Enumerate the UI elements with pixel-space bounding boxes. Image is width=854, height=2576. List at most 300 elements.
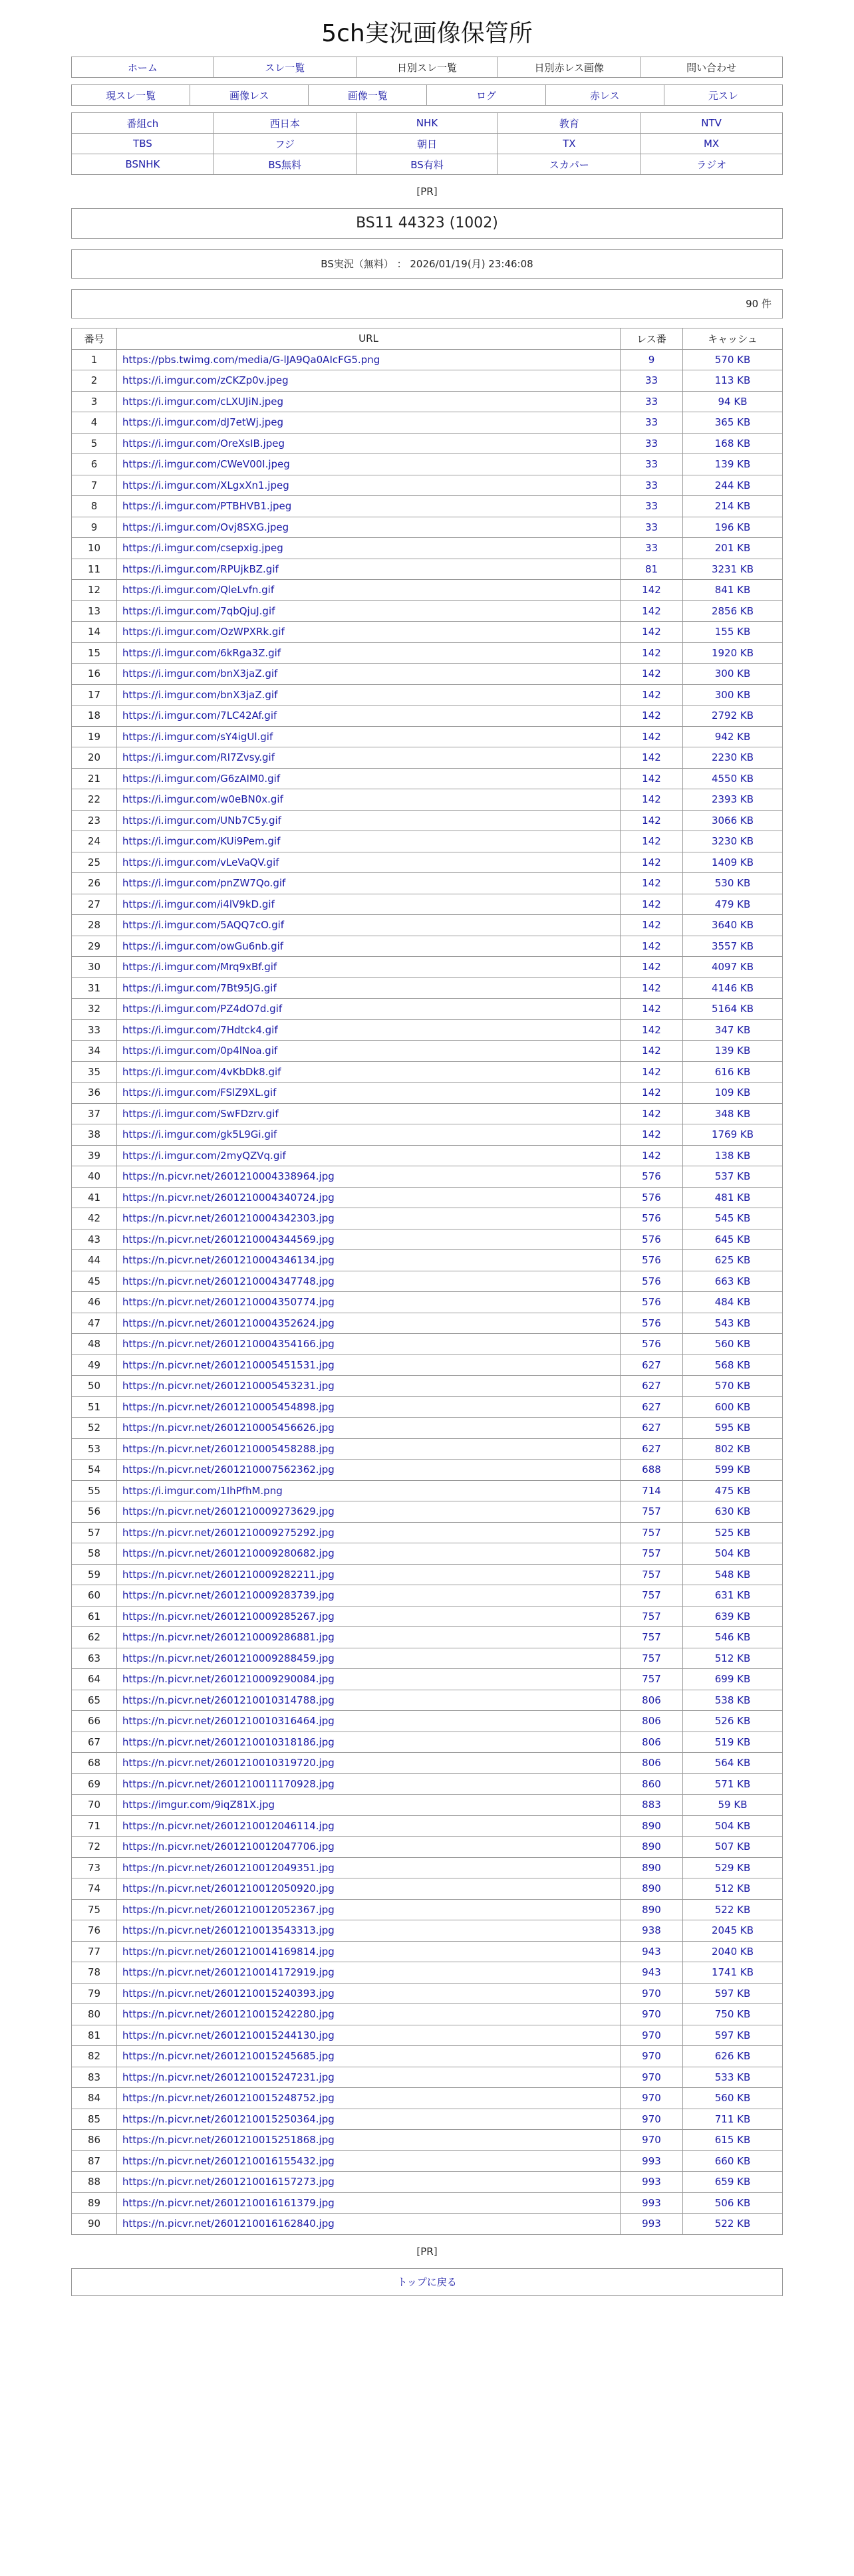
res-number-link[interactable]: 970	[621, 2130, 683, 2151]
image-url-link[interactable]: https://n.picvr.net/2601210004344569.jpg	[122, 1233, 335, 1245]
res-number-link[interactable]: 757	[621, 1501, 683, 1523]
channel-cell[interactable]	[214, 154, 356, 175]
cache-size-link[interactable]: 507 KB	[683, 1837, 783, 1858]
nav-red-res-link[interactable]: 赤レス	[589, 89, 620, 102]
image-url-link[interactable]: https://i.imgur.com/SwFDzrv.gif	[122, 1107, 279, 1120]
res-number-link[interactable]: 627	[621, 1354, 683, 1376]
res-number-link[interactable]: 806	[621, 1711, 683, 1732]
res-number-link[interactable]: 860	[621, 1773, 683, 1795]
channel-cell[interactable]	[498, 154, 640, 175]
res-number-link[interactable]: 142	[621, 706, 683, 727]
cache-size-link[interactable]: 564 KB	[683, 1753, 783, 1774]
image-url-link[interactable]: https://n.picvr.net/2601210009286881.jpg	[122, 1631, 335, 1644]
cache-size-link[interactable]: 139 KB	[683, 454, 783, 475]
image-url-link[interactable]: https://i.imgur.com/cLXUJiN.jpeg	[122, 395, 284, 408]
image-url-link[interactable]: https://n.picvr.net/2601210015247231.jpg	[122, 2071, 335, 2083]
res-number-link[interactable]: 883	[621, 1795, 683, 1816]
image-url-link[interactable]: https://i.imgur.com/XLgxXn1.jpeg	[122, 479, 289, 491]
cache-size-link[interactable]: 168 KB	[683, 433, 783, 454]
cache-size-link[interactable]: 479 KB	[683, 894, 783, 915]
cache-size-link[interactable]: 942 KB	[683, 726, 783, 747]
image-url-link[interactable]: https://n.picvr.net/2601210004342303.jpg	[122, 1212, 335, 1225]
cache-size-link[interactable]: 139 KB	[683, 1041, 783, 1062]
channel-link[interactable]: BS有料	[410, 158, 444, 171]
res-number-link[interactable]: 33	[621, 370, 683, 392]
cache-size-link[interactable]: 519 KB	[683, 1732, 783, 1753]
cache-size-link[interactable]: 4146 KB	[683, 977, 783, 999]
cache-size-link[interactable]: 109 KB	[683, 1083, 783, 1104]
nav-log[interactable]	[427, 85, 545, 106]
image-url-link[interactable]: https://n.picvr.net/2601210013543313.jpg	[122, 1924, 335, 1937]
image-url-link[interactable]: https://n.picvr.net/2601210010316464.jpg	[122, 1715, 335, 1728]
nav-image-res[interactable]	[190, 85, 309, 106]
nav-original-thread[interactable]	[664, 85, 782, 106]
res-number-link[interactable]: 142	[621, 810, 683, 831]
res-number-link[interactable]: 688	[621, 1460, 683, 1481]
image-url-link[interactable]: https://n.picvr.net/2601210009288459.jpg	[122, 1652, 335, 1664]
cache-size-link[interactable]: 2230 KB	[683, 747, 783, 769]
res-number-link[interactable]: 757	[621, 1648, 683, 1669]
cache-size-link[interactable]: 347 KB	[683, 1019, 783, 1041]
res-number-link[interactable]: 142	[621, 894, 683, 915]
res-number-link[interactable]: 970	[621, 2088, 683, 2109]
cache-size-link[interactable]: 475 KB	[683, 1480, 783, 1501]
cache-size-link[interactable]: 660 KB	[683, 2150, 783, 2172]
cache-size-link[interactable]: 504 KB	[683, 1543, 783, 1565]
cache-size-link[interactable]: 1920 KB	[683, 642, 783, 664]
cache-size-link[interactable]: 2393 KB	[683, 789, 783, 811]
cache-size-link[interactable]: 365 KB	[683, 412, 783, 434]
image-url-link[interactable]: https://n.picvr.net/2601210009290084.jpg	[122, 1673, 335, 1686]
cache-size-link[interactable]: 196 KB	[683, 517, 783, 538]
image-url-link[interactable]: https://n.picvr.net/2601210007562362.jpg	[122, 1464, 335, 1476]
res-number-link[interactable]: 142	[621, 936, 683, 957]
res-number-link[interactable]: 33	[621, 454, 683, 475]
cache-size-link[interactable]: 484 KB	[683, 1292, 783, 1313]
res-number-link[interactable]: 890	[621, 1815, 683, 1837]
image-url-link[interactable]: https://n.picvr.net/2601210015251868.jpg	[122, 2134, 335, 2146]
cache-size-link[interactable]: 595 KB	[683, 1418, 783, 1439]
res-number-link[interactable]: 142	[621, 977, 683, 999]
cache-size-link[interactable]: 538 KB	[683, 1690, 783, 1711]
res-number-link[interactable]: 142	[621, 642, 683, 664]
image-url-link[interactable]: https://i.imgur.com/7LC42Af.gif	[122, 709, 277, 722]
res-number-link[interactable]: 890	[621, 1837, 683, 1858]
image-url-link[interactable]: https://i.imgur.com/PTBHVB1.jpeg	[122, 500, 292, 513]
res-number-link[interactable]: 993	[621, 2192, 683, 2214]
cache-size-link[interactable]: 616 KB	[683, 1061, 783, 1083]
image-url-link[interactable]: https://n.picvr.net/2601210009280682.jpg	[122, 1547, 335, 1560]
channel-link[interactable]: NTV	[701, 117, 722, 129]
cache-size-link[interactable]: 300 KB	[683, 684, 783, 706]
channel-link[interactable]: TBS	[133, 138, 152, 150]
cache-size-link[interactable]: 625 KB	[683, 1250, 783, 1271]
image-url-link[interactable]: https://n.picvr.net/2601210009283739.jpg	[122, 1589, 335, 1602]
res-number-link[interactable]: 890	[621, 1899, 683, 1920]
image-url-link[interactable]: https://n.picvr.net/2601210004347748.jpg	[122, 1275, 335, 1287]
channel-cell[interactable]	[640, 154, 783, 175]
cache-size-link[interactable]: 615 KB	[683, 2130, 783, 2151]
image-url-link[interactable]: https://i.imgur.com/OreXsIB.jpeg	[122, 437, 285, 450]
image-url-link[interactable]: https://i.imgur.com/w0eBN0x.gif	[122, 793, 283, 806]
image-url-link[interactable]: https://n.picvr.net/2601210015244130.jpg	[122, 2029, 335, 2041]
image-url-link[interactable]: https://i.imgur.com/bnX3jaZ.gif	[122, 668, 278, 680]
cache-size-link[interactable]: 2040 KB	[683, 1941, 783, 1962]
image-url-link[interactable]: https://i.imgur.com/6kRga3Z.gif	[122, 646, 281, 659]
image-url-link[interactable]: https://n.picvr.net/2601210010318186.jpg	[122, 1736, 335, 1748]
cache-size-link[interactable]: 4097 KB	[683, 957, 783, 978]
res-number-link[interactable]: 993	[621, 2150, 683, 2172]
res-number-link[interactable]: 142	[621, 1061, 683, 1083]
channel-cell[interactable]	[214, 113, 356, 134]
cache-size-link[interactable]: 113 KB	[683, 370, 783, 392]
image-url-link[interactable]: https://i.imgur.com/UNb7C5y.gif	[122, 814, 281, 827]
image-url-link[interactable]: https://i.imgur.com/CWeV00I.jpeg	[122, 458, 290, 471]
image-url-link[interactable]: https://n.picvr.net/2601210012047706.jpg	[122, 1841, 335, 1853]
cache-size-link[interactable]: 546 KB	[683, 1627, 783, 1648]
res-number-link[interactable]: 142	[621, 831, 683, 852]
res-number-link[interactable]: 33	[621, 496, 683, 517]
channel-link[interactable]: 朝日	[416, 138, 437, 150]
cache-size-link[interactable]: 570 KB	[683, 1376, 783, 1397]
channel-link[interactable]: BSNHK	[125, 158, 160, 170]
image-url-link[interactable]: https://n.picvr.net/2601210004340724.jpg	[122, 1191, 335, 1204]
image-url-link[interactable]: https://i.imgur.com/gk5L9Gi.gif	[122, 1128, 277, 1141]
res-number-link[interactable]: 714	[621, 1480, 683, 1501]
channel-cell[interactable]	[356, 113, 498, 134]
image-url-link[interactable]: https://n.picvr.net/2601210016162840.jpg	[122, 2218, 335, 2230]
cache-size-link[interactable]: 599 KB	[683, 1460, 783, 1481]
res-number-link[interactable]: 9	[621, 349, 683, 370]
nav-current-threads[interactable]	[72, 85, 190, 106]
res-number-link[interactable]: 757	[621, 1669, 683, 1690]
nav-home[interactable]	[72, 57, 214, 78]
cache-size-link[interactable]: 481 KB	[683, 1187, 783, 1208]
image-url-link[interactable]: https://n.picvr.net/2601210014169814.jpg	[122, 1945, 335, 1958]
cache-size-link[interactable]: 94 KB	[683, 391, 783, 412]
nav-home-link[interactable]: ホーム	[127, 61, 158, 74]
channel-cell[interactable]	[356, 134, 498, 154]
image-url-link[interactable]: https://i.imgur.com/4vKbDk8.gif	[122, 1065, 281, 1078]
res-number-link[interactable]: 33	[621, 433, 683, 454]
res-number-link[interactable]: 142	[621, 999, 683, 1020]
channel-cell[interactable]	[72, 113, 214, 134]
cache-size-link[interactable]: 138 KB	[683, 1145, 783, 1166]
res-number-link[interactable]: 576	[621, 1187, 683, 1208]
res-number-link[interactable]: 142	[621, 768, 683, 789]
back-to-top-link[interactable]: トップに戻る	[71, 2268, 783, 2296]
image-url-link[interactable]: https://i.imgur.com/PZ4dO7d.gif	[122, 1003, 283, 1015]
image-url-link[interactable]: https://n.picvr.net/2601210016161379.jpg	[122, 2196, 335, 2209]
image-url-link[interactable]: https://n.picvr.net/2601210016155432.jpg	[122, 2154, 335, 2167]
res-number-link[interactable]: 757	[621, 1522, 683, 1543]
res-number-link[interactable]: 943	[621, 1941, 683, 1962]
res-number-link[interactable]: 890	[621, 1878, 683, 1900]
res-number-link[interactable]: 806	[621, 1690, 683, 1711]
cache-size-link[interactable]: 545 KB	[683, 1208, 783, 1229]
image-url-link[interactable]: https://n.picvr.net/2601210004350774.jpg	[122, 1296, 335, 1309]
cache-size-link[interactable]: 530 KB	[683, 873, 783, 894]
cache-size-link[interactable]: 631 KB	[683, 1585, 783, 1607]
cache-size-link[interactable]: 560 KB	[683, 2088, 783, 2109]
res-number-link[interactable]: 142	[621, 1019, 683, 1041]
cache-size-link[interactable]: 526 KB	[683, 1711, 783, 1732]
res-number-link[interactable]: 970	[621, 2046, 683, 2067]
res-number-link[interactable]: 142	[621, 622, 683, 643]
res-number-link[interactable]: 576	[621, 1313, 683, 1334]
nav-original-thread-link[interactable]: 元スレ	[708, 89, 738, 102]
res-number-link[interactable]: 33	[621, 475, 683, 496]
res-number-link[interactable]: 970	[621, 2067, 683, 2088]
image-url-link[interactable]: https://n.picvr.net/2601210004352624.jpg	[122, 1317, 335, 1329]
cache-size-link[interactable]: 663 KB	[683, 1271, 783, 1292]
image-url-link[interactable]: https://n.picvr.net/2601210012046114.jpg	[122, 1819, 335, 1832]
image-url-link[interactable]: https://i.imgur.com/bnX3jaZ.gif	[122, 688, 278, 701]
res-number-link[interactable]: 33	[621, 412, 683, 434]
cache-size-link[interactable]: 533 KB	[683, 2067, 783, 2088]
res-number-link[interactable]: 142	[621, 852, 683, 873]
cache-size-link[interactable]: 600 KB	[683, 1396, 783, 1418]
res-number-link[interactable]: 576	[621, 1166, 683, 1188]
res-number-link[interactable]: 757	[621, 1564, 683, 1585]
cache-size-link[interactable]: 1409 KB	[683, 852, 783, 873]
cache-size-link[interactable]: 571 KB	[683, 1773, 783, 1795]
image-url-link[interactable]: https://i.imgur.com/RPUjkBZ.gif	[122, 563, 279, 575]
res-number-link[interactable]: 142	[621, 726, 683, 747]
cache-size-link[interactable]: 522 KB	[683, 2214, 783, 2235]
cache-size-link[interactable]: 4550 KB	[683, 768, 783, 789]
image-url-link[interactable]: https://n.picvr.net/2601210005456626.jpg	[122, 1422, 335, 1434]
cache-size-link[interactable]: 2856 KB	[683, 600, 783, 622]
image-url-link[interactable]: https://i.imgur.com/Mrq9xBf.gif	[122, 961, 277, 973]
res-number-link[interactable]: 142	[621, 1083, 683, 1104]
image-url-link[interactable]: https://i.imgur.com/7Hdtck4.gif	[122, 1023, 278, 1036]
cache-size-link[interactable]: 522 KB	[683, 1899, 783, 1920]
image-url-link[interactable]: https://i.imgur.com/5AQQ7cO.gif	[122, 919, 285, 932]
cache-size-link[interactable]: 3231 KB	[683, 559, 783, 580]
cache-size-link[interactable]: 750 KB	[683, 2004, 783, 2025]
cache-size-link[interactable]: 537 KB	[683, 1166, 783, 1188]
res-number-link[interactable]: 627	[621, 1438, 683, 1460]
nav-red-res[interactable]	[545, 85, 664, 106]
cache-size-link[interactable]: 548 KB	[683, 1564, 783, 1585]
image-url-link[interactable]: https://n.picvr.net/2601210005454898.jpg	[122, 1400, 335, 1413]
res-number-link[interactable]: 142	[621, 1124, 683, 1146]
channel-link[interactable]: BS無料	[268, 158, 301, 171]
res-number-link[interactable]: 576	[621, 1292, 683, 1313]
cache-size-link[interactable]: 560 KB	[683, 1334, 783, 1355]
res-number-link[interactable]: 576	[621, 1229, 683, 1250]
res-number-link[interactable]: 890	[621, 1857, 683, 1878]
image-url-link[interactable]: https://n.picvr.net/2601210005451531.jpg	[122, 1358, 335, 1371]
channel-link[interactable]: スカパー	[549, 158, 589, 171]
res-number-link[interactable]: 757	[621, 1606, 683, 1627]
cache-size-link[interactable]: 504 KB	[683, 1815, 783, 1837]
image-url-link[interactable]: https://i.imgur.com/dJ7etWj.jpeg	[122, 416, 283, 429]
cache-size-link[interactable]: 2045 KB	[683, 1920, 783, 1942]
channel-cell[interactable]	[498, 134, 640, 154]
channel-link[interactable]: ラジオ	[696, 158, 727, 171]
res-number-link[interactable]: 33	[621, 538, 683, 559]
image-url-link[interactable]: https://n.picvr.net/2601210015250364.jpg	[122, 2113, 335, 2125]
res-number-link[interactable]: 142	[621, 789, 683, 811]
channel-cell[interactable]	[214, 134, 356, 154]
image-url-link[interactable]: https://i.imgur.com/QleLvfn.gif	[122, 584, 275, 596]
image-url-link[interactable]: https://n.picvr.net/2601210012049351.jpg	[122, 1861, 335, 1874]
cache-size-link[interactable]: 512 KB	[683, 1878, 783, 1900]
cache-size-link[interactable]: 699 KB	[683, 1669, 783, 1690]
cache-size-link[interactable]: 711 KB	[683, 2109, 783, 2130]
channel-link[interactable]: 番組ch	[126, 117, 159, 130]
cache-size-link[interactable]: 639 KB	[683, 1606, 783, 1627]
res-number-link[interactable]: 627	[621, 1396, 683, 1418]
res-number-link[interactable]: 142	[621, 1103, 683, 1124]
res-number-link[interactable]: 33	[621, 391, 683, 412]
cache-size-link[interactable]: 3066 KB	[683, 810, 783, 831]
cache-size-link[interactable]: 3557 KB	[683, 936, 783, 957]
image-url-link[interactable]: https://i.imgur.com/zCKZp0v.jpeg	[122, 374, 289, 387]
channel-link[interactable]: NHK	[416, 117, 438, 129]
cache-size-link[interactable]: 802 KB	[683, 1438, 783, 1460]
cache-size-link[interactable]: 568 KB	[683, 1354, 783, 1376]
image-url-link[interactable]: https://i.imgur.com/1IhPfhM.png	[122, 1484, 283, 1497]
image-url-link[interactable]: https://n.picvr.net/2601210004354166.jpg	[122, 1338, 335, 1351]
res-number-link[interactable]: 970	[621, 2004, 683, 2025]
image-url-link[interactable]: https://i.imgur.com/RI7Zvsy.gif	[122, 751, 275, 764]
image-url-link[interactable]: https://n.picvr.net/2601210010319720.jpg	[122, 1757, 335, 1769]
res-number-link[interactable]: 757	[621, 1585, 683, 1607]
res-number-link[interactable]: 142	[621, 1041, 683, 1062]
cache-size-link[interactable]: 5164 KB	[683, 999, 783, 1020]
cache-size-link[interactable]: 1741 KB	[683, 1962, 783, 1984]
res-number-link[interactable]: 993	[621, 2214, 683, 2235]
image-url-link[interactable]: https://i.imgur.com/FSlZ9XL.gif	[122, 1087, 277, 1099]
image-url-link[interactable]: https://n.picvr.net/2601210004346134.jpg	[122, 1254, 335, 1267]
image-url-link[interactable]: https://n.picvr.net/2601210015242280.jpg	[122, 2008, 335, 2021]
res-number-link[interactable]: 627	[621, 1376, 683, 1397]
image-url-link[interactable]: https://n.picvr.net/2601210015245685.jpg	[122, 2050, 335, 2063]
image-url-link[interactable]: https://i.imgur.com/sY4igUl.gif	[122, 730, 273, 743]
image-url-link[interactable]: https://i.imgur.com/vLeVaQV.gif	[122, 856, 279, 868]
image-url-link[interactable]: https://i.imgur.com/7qbQjuJ.gif	[122, 604, 275, 617]
image-url-link[interactable]: https://i.imgur.com/7Bt95JG.gif	[122, 981, 277, 994]
cache-size-link[interactable]: 630 KB	[683, 1501, 783, 1523]
res-number-link[interactable]: 576	[621, 1208, 683, 1229]
channel-link[interactable]: 西日本	[269, 117, 300, 130]
image-url-link[interactable]: https://n.picvr.net/2601210011170928.jpg	[122, 1777, 335, 1790]
res-number-link[interactable]: 81	[621, 559, 683, 580]
cache-size-link[interactable]: 597 KB	[683, 1983, 783, 2004]
channel-link[interactable]: フジ	[275, 138, 295, 150]
cache-size-link[interactable]: 529 KB	[683, 1857, 783, 1878]
nav-log-link[interactable]: ログ	[476, 89, 497, 102]
res-number-link[interactable]: 142	[621, 1145, 683, 1166]
nav-thread-list[interactable]	[214, 57, 356, 78]
channel-cell[interactable]	[356, 154, 498, 175]
nav-thread-list-link[interactable]: スレ一覧	[265, 61, 305, 74]
nav-image-list-link[interactable]: 画像一覧	[347, 89, 388, 102]
image-url-link[interactable]: https://n.picvr.net/2601210012052367.jpg	[122, 1903, 335, 1916]
image-url-link[interactable]: https://n.picvr.net/2601210015240393.jpg	[122, 1987, 335, 1999]
channel-link[interactable]: TX	[563, 138, 576, 150]
image-url-link[interactable]: https://n.picvr.net/2601210004338964.jpg	[122, 1170, 335, 1183]
res-number-link[interactable]: 576	[621, 1250, 683, 1271]
cache-size-link[interactable]: 2792 KB	[683, 706, 783, 727]
res-number-link[interactable]: 142	[621, 747, 683, 769]
res-number-link[interactable]: 142	[621, 957, 683, 978]
image-url-link[interactable]: https://i.imgur.com/G6zAIM0.gif	[122, 772, 281, 785]
image-url-link[interactable]: https://n.picvr.net/2601210009273629.jpg	[122, 1505, 335, 1518]
cache-size-link[interactable]: 659 KB	[683, 2172, 783, 2193]
channel-link[interactable]: MX	[703, 138, 720, 150]
image-url-link[interactable]: https://n.picvr.net/2601210015248752.jpg	[122, 2092, 335, 2105]
nav-image-list[interactable]	[309, 85, 427, 106]
cache-size-link[interactable]: 59 KB	[683, 1795, 783, 1816]
cache-size-link[interactable]: 841 KB	[683, 580, 783, 601]
res-number-link[interactable]: 993	[621, 2172, 683, 2193]
channel-cell[interactable]	[640, 134, 783, 154]
image-url-link[interactable]: https://i.imgur.com/pnZW7Qo.gif	[122, 877, 286, 890]
cache-size-link[interactable]: 525 KB	[683, 1522, 783, 1543]
res-number-link[interactable]: 142	[621, 600, 683, 622]
cache-size-link[interactable]: 348 KB	[683, 1103, 783, 1124]
res-number-link[interactable]: 806	[621, 1753, 683, 1774]
image-url-link[interactable]: https://n.picvr.net/2601210009275292.jpg	[122, 1526, 335, 1539]
image-url-link[interactable]: https://i.imgur.com/csepxig.jpeg	[122, 542, 283, 555]
cache-size-link[interactable]: 1769 KB	[683, 1124, 783, 1146]
image-url-link[interactable]: https://n.picvr.net/2601210014172919.jpg	[122, 1966, 335, 1979]
cache-size-link[interactable]: 543 KB	[683, 1313, 783, 1334]
channel-link[interactable]: 教育	[559, 117, 579, 130]
res-number-link[interactable]: 33	[621, 517, 683, 538]
image-url-link[interactable]: https://i.imgur.com/i4lV9kD.gif	[122, 898, 275, 910]
image-url-link[interactable]: https://i.imgur.com/0p4lNoa.gif	[122, 1045, 278, 1057]
image-url-link[interactable]: https://n.picvr.net/2601210009282211.jpg	[122, 1568, 335, 1581]
res-number-link[interactable]: 142	[621, 580, 683, 601]
image-url-link[interactable]: https://n.picvr.net/2601210005458288.jpg	[122, 1442, 335, 1455]
image-url-link[interactable]: https://n.picvr.net/2601210005453231.jpg	[122, 1380, 335, 1392]
res-number-link[interactable]: 806	[621, 1732, 683, 1753]
nav-image-res-link[interactable]: 画像レス	[229, 89, 269, 102]
image-url-link[interactable]: https://i.imgur.com/owGu6nb.gif	[122, 940, 284, 952]
cache-size-link[interactable]: 201 KB	[683, 538, 783, 559]
channel-cell[interactable]	[72, 154, 214, 175]
res-number-link[interactable]: 142	[621, 915, 683, 936]
image-url-link[interactable]: https://i.imgur.com/OzWPXRk.gif	[122, 626, 285, 638]
channel-cell[interactable]	[72, 134, 214, 154]
cache-size-link[interactable]: 645 KB	[683, 1229, 783, 1250]
cache-size-link[interactable]: 597 KB	[683, 2025, 783, 2046]
image-url-link[interactable]: https://i.imgur.com/KUi9Pem.gif	[122, 835, 281, 848]
res-number-link[interactable]: 757	[621, 1543, 683, 1565]
res-number-link[interactable]: 938	[621, 1920, 683, 1942]
cache-size-link[interactable]: 512 KB	[683, 1648, 783, 1669]
cache-size-link[interactable]: 300 KB	[683, 664, 783, 685]
image-url-link[interactable]: https://n.picvr.net/2601210010314788.jpg	[122, 1694, 335, 1706]
image-url-link[interactable]: https://pbs.twimg.com/media/G-lJA9Qa0AIcFG5.png	[122, 353, 380, 366]
cache-size-link[interactable]: 244 KB	[683, 475, 783, 496]
cache-size-link[interactable]: 155 KB	[683, 622, 783, 643]
res-number-link[interactable]: 757	[621, 1627, 683, 1648]
image-url-link[interactable]: https://i.imgur.com/Ovj8SXG.jpeg	[122, 521, 289, 533]
cache-size-link[interactable]: 3640 KB	[683, 915, 783, 936]
res-number-link[interactable]: 627	[621, 1418, 683, 1439]
channel-cell[interactable]	[498, 113, 640, 134]
cache-size-link[interactable]: 570 KB	[683, 349, 783, 370]
image-url-link[interactable]: https://n.picvr.net/2601210016157273.jpg	[122, 2176, 335, 2188]
res-number-link[interactable]: 576	[621, 1334, 683, 1355]
res-number-link[interactable]: 142	[621, 664, 683, 685]
